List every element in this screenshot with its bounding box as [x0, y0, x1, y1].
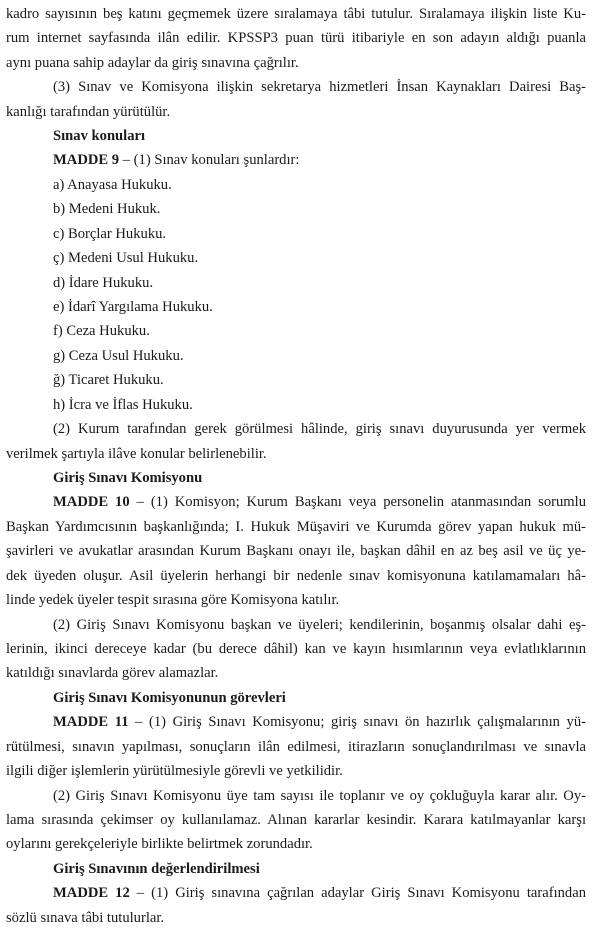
list-item: g) Ceza Usul Hukuku.	[53, 348, 184, 364]
article-text: – (1) Sınav konuları şunlardır:	[119, 152, 300, 168]
article-text: – (1) Komisyon; Kurum Başkanı veya personelin atanmasından sorumlu	[129, 494, 586, 510]
list-item: h) İcra ve İflas Hukuku.	[53, 397, 193, 413]
text-line: verilmek şartıyla ilâve konular belirlenebilir.	[6, 446, 267, 462]
article-line	[53, 882, 586, 904]
text-line: lama sırasında çekimser oy kullanılamaz. Alınan kararlar kesindir. Karara katılmayanlar karşı	[6, 812, 586, 828]
list-item: a) Anayasa Hukuku.	[53, 177, 172, 193]
article-text: – (1) Giriş sınavına çağrılan adaylar Giriş Sınavı Komisyonu tarafından	[129, 885, 586, 901]
article-number: MADDE 10	[53, 494, 130, 510]
article-line	[53, 711, 586, 733]
text-line: rum internet sayfasında ilân edilir. KPSSP3 puan türü itibariyle en son adayın aldığı puanla	[6, 30, 586, 46]
text-line: dek üyeden oluşur. Asil üyelerin herhangi bir nedenle sınav komisyonuna katılamamaları hâ-	[6, 568, 586, 584]
article-line	[53, 491, 586, 513]
list-item: ğ) Ticaret Hukuku.	[53, 372, 164, 388]
text-line: rütülmesi, sınavın yapılması, sonuçların ilân edilmesi, itirazların sonuçlandırılması ve sınavla	[6, 739, 586, 755]
text-line: sözlü sınava tâbi tutulurlar.	[6, 910, 165, 926]
section-heading: Giriş Sınavının değerlendirilmesi	[53, 861, 260, 877]
text-line: lerinin, ikinci dereceye kadar (bu derece dâhil) kan ve kayın hısımlarının veya evlatlıklarının	[6, 641, 586, 657]
text-line: katıldığı sınavlarda görev alamazlar.	[6, 665, 219, 681]
text-line: (2) Giriş Sınavı Komisyonu üye tam sayısı ile toplanır ve oy çokluğuyla karar alır. Oy-	[53, 788, 586, 804]
text-line: (2) Giriş Sınavı Komisyonu başkan ve üyeleri; kendilerinin, boşanmış olsalar dahi eş-	[53, 617, 586, 633]
section-heading: Giriş Sınavı Komisyonunun görevleri	[53, 690, 286, 706]
text-line: oylarını gerekçeleriyle birlikte belirtmek zorundadır.	[6, 836, 313, 852]
text-line: kadro sayısının beş katını geçmemek üzere sıralamaya tâbi tutulur. Sıralamaya ilişkin liste Ku-	[6, 6, 586, 22]
list-item: c) Borçlar Hukuku.	[53, 226, 167, 242]
text-line: (3) Sınav ve Komisyona ilişkin sekretarya hizmetleri İnsan Kaynakları Dairesi Baş-	[53, 79, 586, 95]
text-line: Başkan Yardımcısının başkanlığında; I. Hukuk Müşaviri ve Kurumda görev yapan hukuk mü-	[6, 519, 586, 535]
text-line: şavirleri ve avukatlar arasından Kurum Başkanı onayı ile, başkan dâhil en az beş asil ve üç ye-	[6, 543, 586, 559]
text-line: (2) Kurum tarafından gerek görülmesi hâlinde, giriş sınavı duyurusunda yer vermek	[53, 421, 586, 437]
text-line: aynı puana sahip adaylar da giriş sınavına çağrılır.	[6, 55, 299, 71]
list-item: e) İdarî Yargılama Hukuku.	[53, 299, 213, 315]
text-line: ilgili diğer işlemlerin yürütülmesiyle görevli ve yetkilidir.	[6, 763, 343, 779]
list-item: ç) Medeni Usul Hukuku.	[53, 250, 199, 266]
article-line	[53, 149, 586, 171]
article-number: MADDE 11	[53, 714, 129, 730]
article-number: MADDE 9	[53, 152, 120, 168]
list-item: f) Ceza Hukuku.	[53, 323, 150, 339]
list-item: d) İdare Hukuku.	[53, 275, 154, 291]
text-line: kanlığı tarafından yürütülür.	[6, 104, 171, 120]
article-number: MADDE 12	[53, 885, 130, 901]
list-item: b) Medeni Hukuk.	[53, 201, 161, 217]
section-heading: Sınav konuları	[53, 128, 146, 144]
article-text: – (1) Giriş Sınavı Komisyonu; giriş sınavı ön hazırlık çalışmalarının yü-	[128, 714, 586, 730]
section-heading: Giriş Sınavı Komisyonu	[53, 470, 203, 486]
text-line: linde yedek üyeler tespit sırasına göre Komisyona katılır.	[6, 592, 340, 608]
